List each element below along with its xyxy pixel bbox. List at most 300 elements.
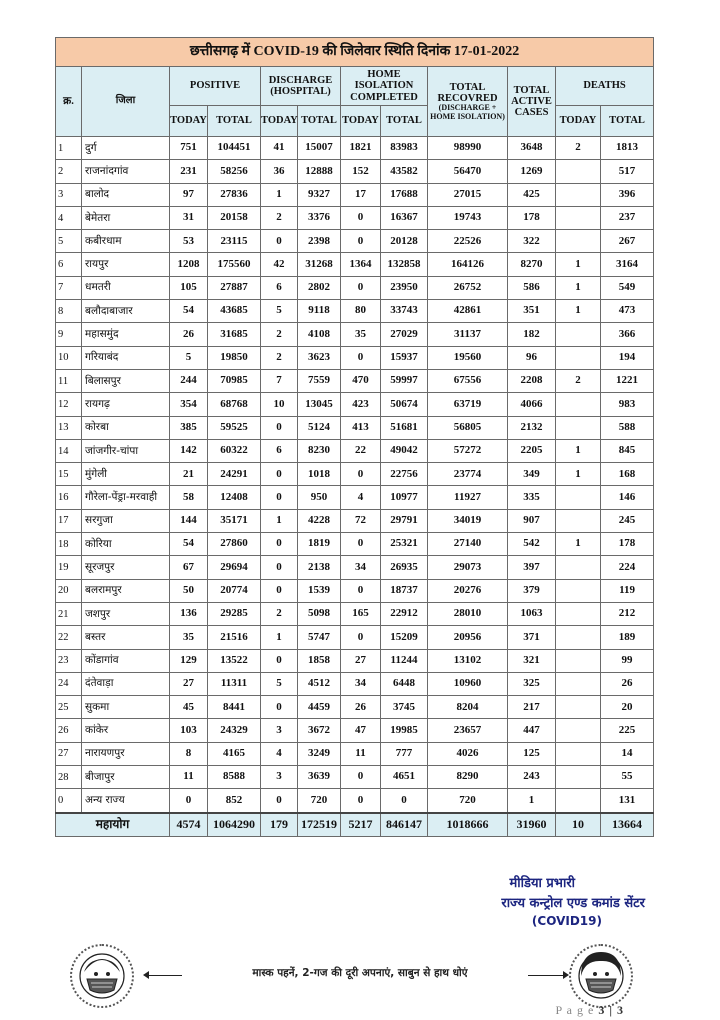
row-active: 1 xyxy=(508,789,556,813)
subheader-positive-today: TODAY xyxy=(170,106,208,137)
subheader-deaths-today: TODAY xyxy=(556,106,601,137)
row-discharge-today: 10 xyxy=(261,393,298,416)
row-deaths-today: 1 xyxy=(556,533,601,556)
total-home-today: 5217 xyxy=(341,813,381,837)
row-deaths-total: 178 xyxy=(601,533,654,556)
table-row xyxy=(56,766,654,789)
row-active: 321 xyxy=(508,649,556,672)
total-deaths-today: 10 xyxy=(556,813,601,837)
row-district: दंतेवाड़ा xyxy=(82,672,170,695)
row-district: गरियाबंद xyxy=(82,346,170,369)
header-discharge xyxy=(261,67,341,106)
row-deaths-total: 20 xyxy=(601,696,654,719)
table-row xyxy=(56,416,654,439)
row-district: दुर्ग xyxy=(82,137,170,160)
row-serial: 14 xyxy=(56,439,82,462)
row-deaths-total: 225 xyxy=(601,719,654,742)
total-home-total: 846147 xyxy=(381,813,428,837)
row-home-today: 34 xyxy=(341,556,381,579)
row-active: 243 xyxy=(508,766,556,789)
row-deaths-total: 473 xyxy=(601,300,654,323)
row-serial: 0 xyxy=(56,789,82,813)
row-deaths-total: 131 xyxy=(601,789,654,813)
header-active-line1: TOTAL xyxy=(513,84,550,96)
row-recovered: 57272 xyxy=(428,439,508,462)
row-serial: 4 xyxy=(56,206,82,229)
row-serial: 18 xyxy=(56,533,82,556)
row-positive-today: 45 xyxy=(170,696,208,719)
header-home-line2: COMPLETED xyxy=(350,91,418,103)
page-number xyxy=(555,1003,624,1018)
row-positive-total: 13522 xyxy=(208,649,261,672)
row-serial: 19 xyxy=(56,556,82,579)
row-positive-today: 54 xyxy=(170,300,208,323)
row-home-total: 11244 xyxy=(381,649,428,672)
row-home-total: 777 xyxy=(381,742,428,765)
row-discharge-total: 13045 xyxy=(298,393,341,416)
row-home-today: 35 xyxy=(341,323,381,346)
signature-line-1: मीडिया प्रभारी xyxy=(509,876,575,891)
table-row xyxy=(56,719,654,742)
row-active: 907 xyxy=(508,509,556,532)
row-recovered: 98990 xyxy=(428,137,508,160)
row-district: सरगुजा xyxy=(82,509,170,532)
row-serial: 8 xyxy=(56,300,82,323)
row-deaths-total: 14 xyxy=(601,742,654,765)
row-discharge-total: 12888 xyxy=(298,160,341,183)
table-row xyxy=(56,579,654,602)
row-deaths-today xyxy=(556,509,601,532)
row-recovered: 67556 xyxy=(428,369,508,392)
row-district: जांजगीर-चांपा xyxy=(82,439,170,462)
row-positive-total: 21516 xyxy=(208,626,261,649)
row-district: बीजापुर xyxy=(82,766,170,789)
header-serial: क्र. xyxy=(56,67,82,137)
page-title: छत्तीसगढ़ में COVID-19 की जिलेवार स्थिति दिनांक 17-01-2022 xyxy=(56,38,654,67)
table-row xyxy=(56,463,654,486)
row-discharge-total: 5098 xyxy=(298,602,341,625)
row-recovered: 720 xyxy=(428,789,508,813)
row-home-today: 0 xyxy=(341,766,381,789)
row-home-total: 50674 xyxy=(381,393,428,416)
row-recovered: 8204 xyxy=(428,696,508,719)
row-positive-today: 8 xyxy=(170,742,208,765)
row-district: रायपुर xyxy=(82,253,170,276)
row-recovered: 23774 xyxy=(428,463,508,486)
page-label: P a g e xyxy=(555,1003,595,1017)
row-discharge-today: 1 xyxy=(261,626,298,649)
table-row xyxy=(56,602,654,625)
row-home-total: 49042 xyxy=(381,439,428,462)
row-recovered: 34019 xyxy=(428,509,508,532)
row-serial: 1 xyxy=(56,137,82,160)
row-district: सूरजपुर xyxy=(82,556,170,579)
row-deaths-today xyxy=(556,742,601,765)
row-serial: 6 xyxy=(56,253,82,276)
row-discharge-today: 2 xyxy=(261,206,298,229)
row-home-total: 3745 xyxy=(381,696,428,719)
row-home-total: 132858 xyxy=(381,253,428,276)
row-deaths-total: 3164 xyxy=(601,253,654,276)
row-discharge-today: 1 xyxy=(261,183,298,206)
row-discharge-total: 1858 xyxy=(298,649,341,672)
row-active: 351 xyxy=(508,300,556,323)
row-discharge-total: 5747 xyxy=(298,626,341,649)
row-recovered: 164126 xyxy=(428,253,508,276)
row-home-today: 27 xyxy=(341,649,381,672)
row-serial: 17 xyxy=(56,509,82,532)
row-active: 322 xyxy=(508,230,556,253)
total-positive-today: 4574 xyxy=(170,813,208,837)
row-positive-today: 231 xyxy=(170,160,208,183)
row-home-today: 470 xyxy=(341,369,381,392)
row-home-total: 83983 xyxy=(381,137,428,160)
row-home-total: 22756 xyxy=(381,463,428,486)
signature-line-2: राज्य कन्ट्रोल एण्ड कमांड सेंटर xyxy=(501,896,645,911)
table-row xyxy=(56,137,654,160)
row-deaths-total: 237 xyxy=(601,206,654,229)
row-deaths-total: 983 xyxy=(601,393,654,416)
row-discharge-total: 4108 xyxy=(298,323,341,346)
row-district: गौरेला-पेंड्रा-मरवाही xyxy=(82,486,170,509)
table-row xyxy=(56,393,654,416)
row-home-total: 18737 xyxy=(381,579,428,602)
row-home-today: 72 xyxy=(341,509,381,532)
row-home-today: 26 xyxy=(341,696,381,719)
row-serial: 27 xyxy=(56,742,82,765)
row-positive-total: 8588 xyxy=(208,766,261,789)
row-recovered: 63719 xyxy=(428,393,508,416)
row-deaths-total: 119 xyxy=(601,579,654,602)
row-home-today: 0 xyxy=(341,579,381,602)
row-serial: 10 xyxy=(56,346,82,369)
row-positive-total: 29285 xyxy=(208,602,261,625)
row-deaths-today xyxy=(556,323,601,346)
row-district: सुकमा xyxy=(82,696,170,719)
row-discharge-today: 6 xyxy=(261,276,298,299)
row-home-total: 27029 xyxy=(381,323,428,346)
row-serial: 9 xyxy=(56,323,82,346)
row-serial: 24 xyxy=(56,672,82,695)
row-recovered: 31137 xyxy=(428,323,508,346)
row-positive-total: 27836 xyxy=(208,183,261,206)
row-home-total: 17688 xyxy=(381,183,428,206)
row-recovered: 8290 xyxy=(428,766,508,789)
row-home-today: 0 xyxy=(341,533,381,556)
row-discharge-total: 9118 xyxy=(298,300,341,323)
row-recovered: 56805 xyxy=(428,416,508,439)
row-deaths-today xyxy=(556,626,601,649)
row-deaths-total: 55 xyxy=(601,766,654,789)
row-deaths-today xyxy=(556,486,601,509)
row-active: 447 xyxy=(508,719,556,742)
subheader-home-total: TOTAL xyxy=(381,106,428,137)
row-home-total: 25321 xyxy=(381,533,428,556)
row-positive-total: 4165 xyxy=(208,742,261,765)
row-discharge-today: 3 xyxy=(261,719,298,742)
row-home-today: 1364 xyxy=(341,253,381,276)
row-positive-today: 11 xyxy=(170,766,208,789)
mask-face-icon xyxy=(569,944,633,1008)
row-positive-total: 8441 xyxy=(208,696,261,719)
row-district: राजनांदगांव xyxy=(82,160,170,183)
table-row xyxy=(56,369,654,392)
row-recovered: 13102 xyxy=(428,649,508,672)
row-positive-today: 54 xyxy=(170,533,208,556)
row-home-total: 4651 xyxy=(381,766,428,789)
signature-line-3: (COVID19) xyxy=(531,914,602,928)
row-district: कांकेर xyxy=(82,719,170,742)
row-district: बालोद xyxy=(82,183,170,206)
row-recovered: 42861 xyxy=(428,300,508,323)
row-deaths-total: 245 xyxy=(601,509,654,532)
row-positive-today: 129 xyxy=(170,649,208,672)
row-deaths-today xyxy=(556,766,601,789)
row-recovered: 4026 xyxy=(428,742,508,765)
total-positive-total: 1064290 xyxy=(208,813,261,837)
subheader-discharge-total: TOTAL xyxy=(298,106,341,137)
table-body xyxy=(56,137,654,813)
row-deaths-total: 194 xyxy=(601,346,654,369)
row-deaths-today: 1 xyxy=(556,300,601,323)
row-active: 3648 xyxy=(508,137,556,160)
row-positive-total: 70985 xyxy=(208,369,261,392)
row-discharge-total: 2802 xyxy=(298,276,341,299)
row-positive-total: 24329 xyxy=(208,719,261,742)
header-district: जिला xyxy=(82,67,170,137)
row-discharge-total: 5124 xyxy=(298,416,341,439)
total-active: 31960 xyxy=(508,813,556,837)
row-district: महासमुंद xyxy=(82,323,170,346)
row-positive-total: 175560 xyxy=(208,253,261,276)
row-discharge-today: 0 xyxy=(261,556,298,579)
row-district: नारायणपुर xyxy=(82,742,170,765)
row-home-total: 6448 xyxy=(381,672,428,695)
row-home-today: 423 xyxy=(341,393,381,416)
row-positive-total: 12408 xyxy=(208,486,261,509)
row-active: 178 xyxy=(508,206,556,229)
row-home-today: 22 xyxy=(341,439,381,462)
row-district: मुंगेली xyxy=(82,463,170,486)
row-deaths-today xyxy=(556,416,601,439)
row-serial: 22 xyxy=(56,626,82,649)
row-home-total: 22912 xyxy=(381,602,428,625)
row-positive-today: 385 xyxy=(170,416,208,439)
row-discharge-total: 3623 xyxy=(298,346,341,369)
row-active: 349 xyxy=(508,463,556,486)
row-home-today: 0 xyxy=(341,276,381,299)
header-active-line3: CASES xyxy=(514,107,549,118)
row-positive-total: 27887 xyxy=(208,276,261,299)
row-recovered: 19743 xyxy=(428,206,508,229)
row-discharge-total: 8230 xyxy=(298,439,341,462)
header-deaths: DEATHS xyxy=(556,67,654,106)
row-home-today: 0 xyxy=(341,206,381,229)
row-home-today: 413 xyxy=(341,416,381,439)
row-home-today: 152 xyxy=(341,160,381,183)
row-active: 397 xyxy=(508,556,556,579)
row-discharge-today: 0 xyxy=(261,463,298,486)
subheader-positive-total: TOTAL xyxy=(208,106,261,137)
row-discharge-total: 2138 xyxy=(298,556,341,579)
table-row xyxy=(56,533,654,556)
row-home-today: 0 xyxy=(341,463,381,486)
row-recovered: 10960 xyxy=(428,672,508,695)
row-discharge-today: 5 xyxy=(261,300,298,323)
row-district: बलरामपुर xyxy=(82,579,170,602)
row-discharge-today: 36 xyxy=(261,160,298,183)
row-active: 379 xyxy=(508,579,556,602)
row-home-today: 0 xyxy=(341,346,381,369)
row-active: 2208 xyxy=(508,369,556,392)
slogan-text: मास्क पहनें, 2-गज की दूरी अपनाएं, साबुन से हाथ धोएं xyxy=(248,967,471,979)
row-serial: 2 xyxy=(56,160,82,183)
table-row xyxy=(56,696,654,719)
row-active: 2205 xyxy=(508,439,556,462)
row-home-today: 165 xyxy=(341,602,381,625)
row-deaths-total: 1813 xyxy=(601,137,654,160)
row-serial: 23 xyxy=(56,649,82,672)
table-row xyxy=(56,486,654,509)
row-district: कबीरधाम xyxy=(82,230,170,253)
row-serial: 15 xyxy=(56,463,82,486)
row-discharge-today: 0 xyxy=(261,696,298,719)
row-serial: 20 xyxy=(56,579,82,602)
row-discharge-today: 2 xyxy=(261,323,298,346)
row-discharge-total: 3249 xyxy=(298,742,341,765)
row-district: कोरिया xyxy=(82,533,170,556)
row-discharge-today: 42 xyxy=(261,253,298,276)
row-recovered: 27015 xyxy=(428,183,508,206)
table-row xyxy=(56,276,654,299)
row-home-today: 0 xyxy=(341,789,381,813)
row-active: 4066 xyxy=(508,393,556,416)
row-active: 335 xyxy=(508,486,556,509)
row-discharge-today: 5 xyxy=(261,672,298,695)
row-recovered: 11927 xyxy=(428,486,508,509)
row-discharge-today: 0 xyxy=(261,649,298,672)
row-deaths-today: 1 xyxy=(556,276,601,299)
table-row xyxy=(56,672,654,695)
row-deaths-today xyxy=(556,206,601,229)
row-deaths-today: 2 xyxy=(556,137,601,160)
row-recovered: 26752 xyxy=(428,276,508,299)
row-discharge-total: 15007 xyxy=(298,137,341,160)
row-home-today: 17 xyxy=(341,183,381,206)
row-discharge-total: 3639 xyxy=(298,766,341,789)
row-active: 2132 xyxy=(508,416,556,439)
header-recovered-line3: (DISCHARGE + xyxy=(438,102,497,112)
row-positive-total: 58256 xyxy=(208,160,261,183)
header-recovered-line4: HOME ISOLATION) xyxy=(430,111,505,121)
row-discharge-total: 31268 xyxy=(298,253,341,276)
row-active: 1269 xyxy=(508,160,556,183)
header-active-line2: ACTIVE xyxy=(511,95,552,107)
row-recovered: 28010 xyxy=(428,602,508,625)
row-positive-total: 68768 xyxy=(208,393,261,416)
row-serial: 11 xyxy=(56,369,82,392)
row-home-today: 34 xyxy=(341,672,381,695)
row-serial: 5 xyxy=(56,230,82,253)
header-discharge-line2: (HOSPITAL) xyxy=(270,86,331,97)
row-positive-total: 59525 xyxy=(208,416,261,439)
row-discharge-today: 0 xyxy=(261,579,298,602)
row-home-total: 23950 xyxy=(381,276,428,299)
row-deaths-total: 366 xyxy=(601,323,654,346)
total-discharge-today: 179 xyxy=(261,813,298,837)
row-positive-today: 53 xyxy=(170,230,208,253)
row-serial: 25 xyxy=(56,696,82,719)
row-active: 1063 xyxy=(508,602,556,625)
row-active: 371 xyxy=(508,626,556,649)
header-home-line1: HOME ISOLATION xyxy=(354,69,414,92)
total-label: महायोग xyxy=(56,813,170,837)
row-district: रायगढ़ xyxy=(82,393,170,416)
row-active: 96 xyxy=(508,346,556,369)
row-deaths-today xyxy=(556,346,601,369)
row-positive-total: 35171 xyxy=(208,509,261,532)
row-deaths-today xyxy=(556,672,601,695)
row-discharge-total: 950 xyxy=(298,486,341,509)
row-discharge-total: 1018 xyxy=(298,463,341,486)
row-positive-today: 50 xyxy=(170,579,208,602)
row-deaths-total: 396 xyxy=(601,183,654,206)
row-deaths-today xyxy=(556,789,601,813)
row-discharge-today: 0 xyxy=(261,230,298,253)
row-positive-today: 97 xyxy=(170,183,208,206)
row-deaths-today xyxy=(556,556,601,579)
row-home-total: 43582 xyxy=(381,160,428,183)
row-deaths-today: 1 xyxy=(556,463,601,486)
row-positive-total: 104451 xyxy=(208,137,261,160)
row-recovered: 22526 xyxy=(428,230,508,253)
row-positive-today: 35 xyxy=(170,626,208,649)
row-discharge-today: 6 xyxy=(261,439,298,462)
total-recovered: 1018666 xyxy=(428,813,508,837)
table-row xyxy=(56,626,654,649)
row-discharge-total: 3376 xyxy=(298,206,341,229)
row-serial: 28 xyxy=(56,766,82,789)
row-discharge-today: 3 xyxy=(261,766,298,789)
row-deaths-today: 1 xyxy=(556,439,601,462)
row-home-today: 0 xyxy=(341,230,381,253)
row-positive-today: 21 xyxy=(170,463,208,486)
row-home-total: 0 xyxy=(381,789,428,813)
row-recovered: 23657 xyxy=(428,719,508,742)
table-row xyxy=(56,509,654,532)
row-deaths-today xyxy=(556,230,601,253)
district-status-table xyxy=(55,37,654,837)
row-serial: 21 xyxy=(56,602,82,625)
table-row xyxy=(56,789,654,813)
row-active: 8270 xyxy=(508,253,556,276)
row-home-today: 11 xyxy=(341,742,381,765)
row-home-total: 16367 xyxy=(381,206,428,229)
row-district: कोंडागांव xyxy=(82,649,170,672)
table-row xyxy=(56,556,654,579)
row-home-total: 15209 xyxy=(381,626,428,649)
row-deaths-total: 517 xyxy=(601,160,654,183)
row-positive-today: 27 xyxy=(170,672,208,695)
row-district: कोरबा xyxy=(82,416,170,439)
row-positive-today: 0 xyxy=(170,789,208,813)
page-number-value: 3 | 3 xyxy=(598,1003,624,1017)
row-positive-total: 24291 xyxy=(208,463,261,486)
table-row xyxy=(56,230,654,253)
row-home-total: 19985 xyxy=(381,719,428,742)
row-deaths-total: 212 xyxy=(601,602,654,625)
row-discharge-total: 3672 xyxy=(298,719,341,742)
